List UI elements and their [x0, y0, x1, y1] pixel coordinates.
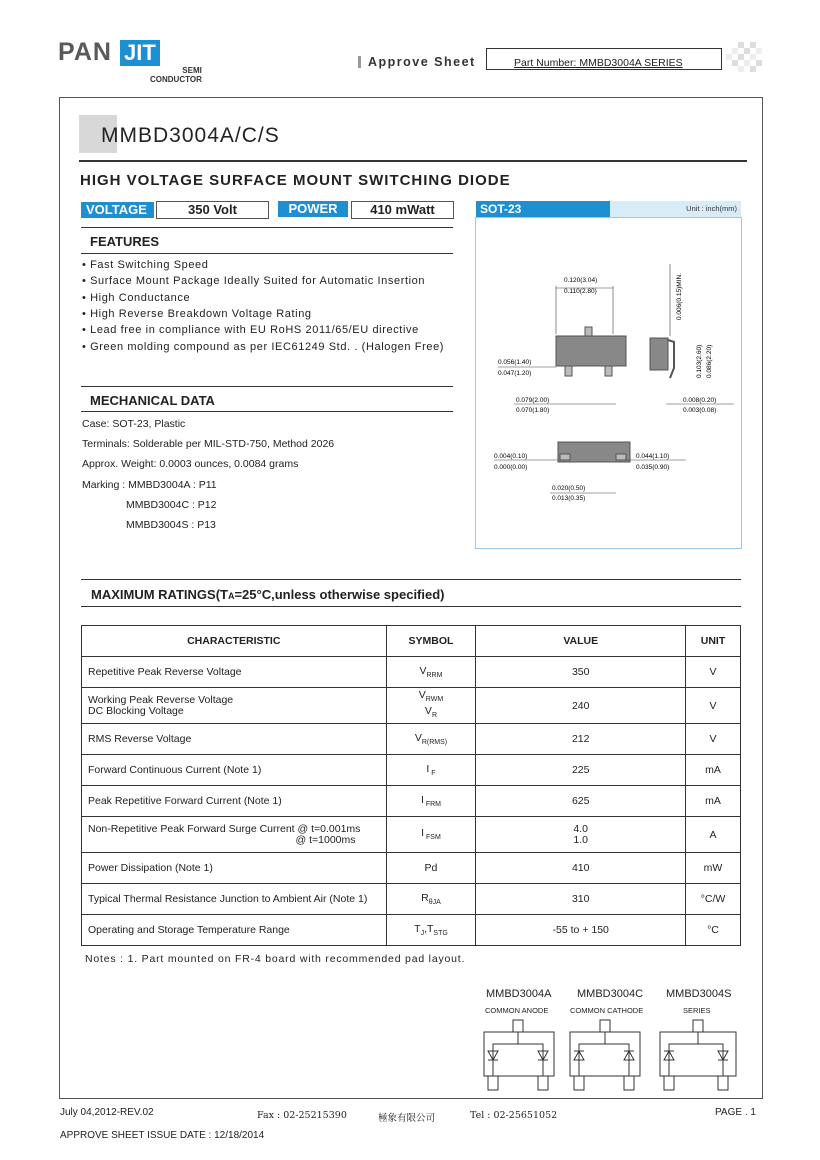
symbol-cell: I $_{FSM}$ [386, 817, 476, 853]
circuit-type-a: COMMON ANODE [485, 1006, 549, 1015]
dim-d2a: 0.056(1.40) [498, 359, 532, 366]
mechanical-marking: MMBD3004C : P12 [126, 499, 217, 511]
power-tag: POWER [278, 201, 348, 217]
package-header [476, 201, 741, 217]
circuit-name-s: MMBD3004S [666, 988, 732, 1000]
symbol-cell: I $_F$ [386, 755, 476, 786]
ratings-heading [91, 587, 445, 602]
characteristic-cell [82, 688, 387, 724]
value-cell: 350 [476, 657, 686, 688]
mechanical-heading: MECHANICAL DATA [90, 393, 215, 408]
ratings-top-rule [81, 579, 741, 580]
feature-item: • Fast Switching Speed [82, 259, 209, 271]
page-subtitle: HIGH VOLTAGE SURFACE MOUNT SWITCHING DIODE [80, 172, 511, 189]
value-cell: 225 [476, 755, 686, 786]
column-header: CHARACTERISTIC [82, 626, 387, 657]
mechanical-top-rule [81, 386, 453, 387]
value-cell: -55 to + 150 [476, 915, 686, 946]
feature-item: • High Conductance [82, 292, 191, 304]
revision-date: July 04,2012-REV.02 [60, 1107, 154, 1118]
sot23-outline-drawing [476, 218, 741, 548]
symbol-cell: $V_{R(RMS)}$ [386, 724, 476, 755]
symbol-cell: $R_{\theta JA}$ [386, 884, 476, 915]
package-drawing-box [475, 217, 742, 549]
mechanical-weight: Approx. Weight: 0.0003 ounces, 0.0084 grams [82, 458, 299, 470]
table-row [82, 657, 741, 688]
mechanical-case: Case: SOT-23, Plastic [82, 418, 186, 430]
dim-d3a: 0.079(2.00) [516, 397, 550, 404]
unit-cell: mW [686, 853, 741, 884]
logo-subtitle [150, 66, 202, 84]
circuit-type-s: SERIES [683, 1006, 711, 1015]
table-row [82, 724, 741, 755]
ratings-heading-sub: A [227, 591, 235, 601]
feature-item: • High Reverse Breakdown Voltage Rating [82, 308, 312, 320]
package-unit: Unit : inch(mm) [686, 204, 737, 213]
fax: Fax : 02-25215390 [257, 1110, 347, 1121]
symbol-cell: $V_{RRM}$ [386, 657, 476, 688]
mechanical-bottom-rule [81, 411, 453, 412]
characteristic-cell: Power Dissipation (Note 1) [82, 853, 387, 884]
dim-d9b: 0.013(0.35) [552, 495, 586, 502]
features-heading: FEATURES [90, 234, 160, 249]
unit-cell: V [686, 657, 741, 688]
characteristic-cell: RMS Reverse Voltage [82, 724, 387, 755]
value-cell: 625 [476, 786, 686, 817]
value-cell: 240 [476, 688, 686, 724]
table-row [82, 915, 741, 946]
company-name: 極象有限公司 [378, 1113, 436, 1124]
page-title: MMBD3004A/C/S [101, 124, 280, 147]
voltage-tag: VOLTAGE [81, 202, 154, 218]
mechanical-terminals: Terminals: Solderable per MIL-STD-750, Method 2026 [82, 438, 335, 450]
feature-item: • Green molding compound as per IEC61249 Std. . (Halogen Free) [82, 341, 445, 353]
circuit-type-c: COMMON CATHODE [570, 1006, 644, 1015]
characteristic-line: DC Blocking Voltage [88, 704, 184, 717]
characteristic-line: Non-Repetitive Peak Forward Surge Current @ t=0.001ms [88, 822, 361, 835]
unit-cell: mA [686, 786, 741, 817]
column-header: SYMBOL [386, 626, 476, 657]
table-row [82, 755, 741, 786]
circuit-diagrams [478, 1018, 748, 1093]
features-top-rule [81, 227, 453, 228]
value-cell [476, 817, 686, 853]
unit-cell: °C [686, 915, 741, 946]
approve-bar [358, 56, 361, 68]
feature-item: • Surface Mount Package Ideally Suited for Automatic Insertion [82, 275, 426, 287]
ratings-table [81, 625, 741, 946]
table-row [82, 884, 741, 915]
dim-d1a: 0.120(3.04) [564, 277, 598, 284]
column-header: VALUE [476, 626, 686, 657]
common-cathode-diode-icon [570, 1020, 640, 1090]
package-name: SOT-23 [476, 201, 610, 217]
part-number: Part Number: MMBD3004A SERIES [514, 57, 683, 69]
dim-d7b: 0.000(0.00) [494, 464, 528, 471]
column-header: UNIT [686, 626, 741, 657]
table-header-row [82, 626, 741, 657]
common-anode-diode-icon [484, 1020, 554, 1090]
circuit-name-a: MMBD3004A [486, 988, 552, 1000]
voltage-value: 350 Volt [156, 201, 269, 219]
tel: Tel : 02-25651052 [470, 1110, 558, 1121]
dim-d5a: 0.103(2.60) [696, 344, 703, 378]
ratings-bottom-rule [81, 606, 741, 607]
value-cell: 410 [476, 853, 686, 884]
circuit-name-c: MMBD3004C [577, 988, 644, 1000]
mechanical-marking: MMBD3004S : P13 [126, 519, 216, 531]
dim-d3b: 0.070(1.80) [516, 407, 550, 414]
table-row [82, 853, 741, 884]
table-row [82, 786, 741, 817]
unit-cell: °C/W [686, 884, 741, 915]
symbol-cell: $V_{RWM}$ $V_R$ [386, 688, 476, 724]
symbol-cell: $T_J,T_{STG}$ [386, 915, 476, 946]
ratings-heading-tail: =25°C,unless otherwise specified) [234, 587, 445, 602]
power-value: 410 mWatt [351, 201, 454, 219]
dim-d1b: 0.110(2.80) [564, 288, 597, 295]
logo-brand-left: PAN [58, 38, 112, 66]
unit-cell: V [686, 688, 741, 724]
approve-sheet-label: Approve Sheet [368, 55, 476, 69]
symbol-cell: Pd [386, 853, 476, 884]
logo-sub1: SEMI [182, 66, 202, 75]
mechanical-marking: Marking : MMBD3004A : P11 [82, 479, 217, 491]
value-line: 4.0 [573, 822, 589, 835]
logo-sub2: CONDUCTOR [150, 75, 202, 84]
ratings-heading-text: MAXIMUM RATINGS(T [91, 587, 228, 602]
characteristic-line: @ t=1000ms [295, 833, 356, 846]
unit-cell: mA [686, 755, 741, 786]
logo-brand-right: JIT [120, 40, 160, 66]
notes: Notes : 1. Part mounted on FR-4 board with recommended pad layout. [85, 953, 466, 965]
characteristic-cell: Repetitive Peak Reverse Voltage [82, 657, 387, 688]
dim-d7a: 0.004(0.10) [494, 453, 528, 460]
unit-cell: A [686, 817, 741, 853]
feature-item: • Lead free in compliance with EU RoHS 2011/65/EU directive [82, 324, 419, 336]
dim-d2b: 0.047(1.20) [498, 370, 532, 377]
part-number-box [486, 48, 722, 70]
dim-d6a: 0.008(0.20) [683, 397, 717, 404]
title-rule [79, 160, 747, 162]
dim-d8b: 0.035(0.90) [636, 464, 670, 471]
characteristic-cell: Forward Continuous Current (Note 1) [82, 755, 387, 786]
features-bottom-rule [81, 253, 453, 254]
issue-date: APPROVE SHEET ISSUE DATE : 12/18/2014 [60, 1130, 265, 1141]
characteristic-line: Working Peak Reverse Voltage [88, 693, 234, 706]
table-row [82, 688, 741, 724]
value-line: 1.0 [573, 833, 589, 846]
dim-d8a: 0.044(1.10) [636, 453, 670, 460]
table-row [82, 817, 741, 853]
page-number: PAGE . 1 [715, 1107, 756, 1118]
dim-d4: 0.006(0.15)MIN. [676, 273, 683, 320]
characteristic-cell: Operating and Storage Temperature Range [82, 915, 387, 946]
dim-d5b: 0.086(2.20) [706, 344, 713, 378]
value-cell: 212 [476, 724, 686, 755]
checker-decoration-icon [726, 42, 762, 78]
series-diode-icon [660, 1020, 736, 1090]
dim-d9a: 0.020(0.50) [552, 485, 586, 492]
unit-cell: V [686, 724, 741, 755]
characteristic-cell: Typical Thermal Resistance Junction to Ambient Air (Note 1) [82, 884, 387, 915]
characteristic-cell [82, 817, 387, 853]
symbol-cell: I $_{FRM}$ [386, 786, 476, 817]
dim-d6b: 0.003(0.08) [683, 407, 717, 414]
value-cell: 310 [476, 884, 686, 915]
characteristic-cell: Peak Repetitive Forward Current (Note 1) [82, 786, 387, 817]
